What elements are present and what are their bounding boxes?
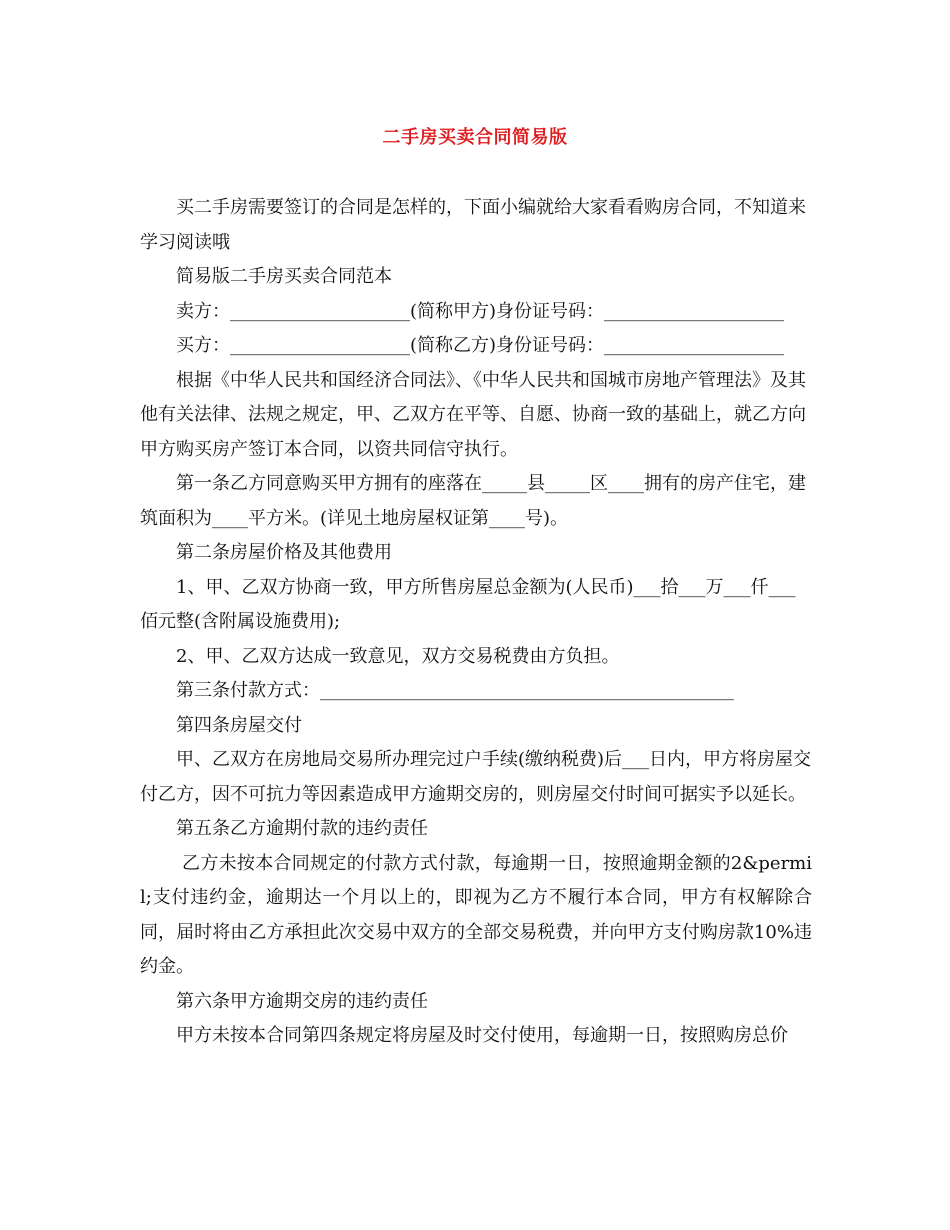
article-6-paragraph: 甲方未按本合同第四条规定将房屋及时交付使用，每逾期一日，按照购房总价 bbox=[176, 1025, 788, 1046]
article-2-clause-2: 2、甲、乙双方达成一致意见，双方交易税费由方负担。 bbox=[176, 645, 620, 667]
article-3-paragraph: 第三条付款方式：______________________________________________ bbox=[176, 680, 734, 701]
legal-basis-paragraph: 根据《中华人民共和国经济合同法》、《中华人民共和国城市房地产管理法》及其他有关法律、法规之规定，甲、乙双方在平等、自愿、协商一致的基础上，就乙方向甲方购买房产签订本合同，以资共同信守执行。 bbox=[140, 369, 806, 460]
article-4-heading: 第四条房屋交付 bbox=[176, 714, 302, 736]
article-1-paragraph: 第一条乙方同意购买甲方拥有的座落在_____县_____区____拥有的房产住宅，建筑面积为____平方米。(详见土地房屋权证第____号)。 bbox=[140, 473, 806, 529]
intro-paragraph: 买二手房需要签订的合同是怎样的，下面小编就给大家看看购房合同，不知道来学习阅读哦 bbox=[140, 197, 806, 253]
contract-subtitle: 简易版二手房买卖合同范本 bbox=[176, 266, 392, 287]
article-2-heading: 第二条房屋价格及其他费用 bbox=[176, 542, 392, 563]
article-4-paragraph: 甲、乙双方在房地局交易所办理完过户手续(缴纳税费)后___日内，甲方将房屋交付乙方，因不可抗力等因素造成甲方逾期交房的，则房屋交付时间可据实予以延长。 bbox=[140, 749, 812, 805]
document-title: 二手房买卖合同简易版 bbox=[382, 127, 568, 148]
seller-line: 卖方：____________________(简称甲方)身份证号码：____________________ bbox=[176, 300, 785, 322]
document-body bbox=[140, 191, 812, 1054]
article-6-heading: 第六条甲方逾期交房的违约责任 bbox=[176, 990, 428, 1012]
article-5-paragraph: 乙方未按本合同规定的付款方式付款，每逾期一日，按照逾期金额的2&permil;支付违约金，逾期达一个月以上的，即视为乙方不履行本合同，甲方有权解除合同，届时将由乙方承担此次交易中双方的全部交易税费，并向甲方支付购房款10%违约金。 bbox=[140, 852, 812, 977]
article-5-heading: 第五条乙方逾期付款的违约责任 bbox=[176, 818, 428, 839]
buyer-line: 买方：____________________(简称乙方)身份证号码：____________________ bbox=[176, 335, 785, 356]
article-2-clause-1: 1、甲、乙双方协商一致，甲方所售房屋总金额为(人民币)___拾___万___仟___佰元整(含附属设施费用); bbox=[140, 576, 796, 632]
